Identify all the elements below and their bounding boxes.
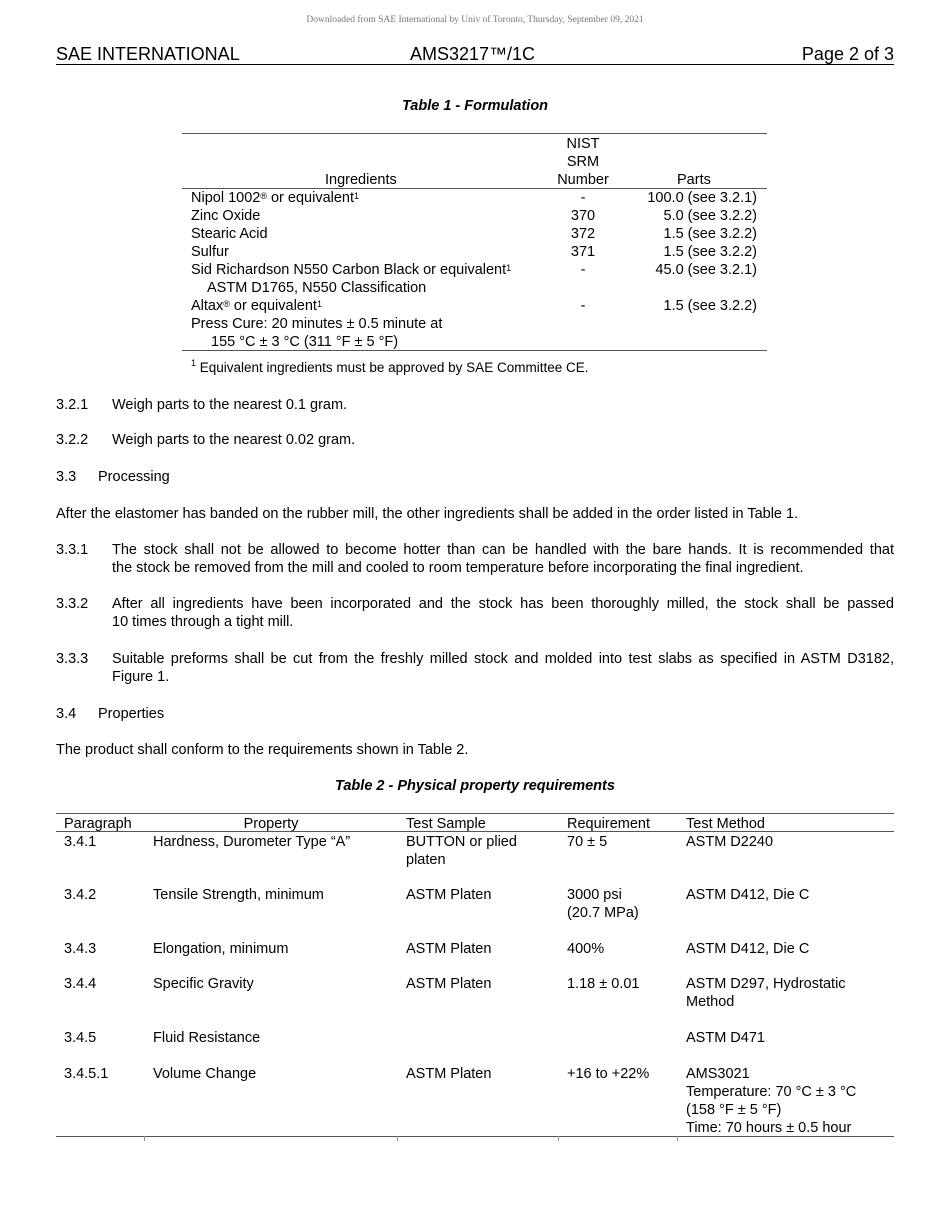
table2-top-rule (56, 813, 894, 814)
table1-row-ingredient: Altax® or equivalent$^1$ (191, 298, 322, 314)
section-heading: Properties (98, 706, 165, 722)
table2-cell-paragraph: 3.4.3 (64, 941, 97, 957)
section-number: 3.3 (56, 469, 77, 485)
table2-cell-paragraph: 3.4.1 (64, 834, 97, 850)
table2-cell-test-method: Time: 70 hours ± 0.5 hour (686, 1120, 852, 1136)
table2-bottom-rule (56, 1136, 894, 1137)
table1-header-parts: Parts (677, 172, 711, 188)
section-text-line: The stock shall not be allowed to become hotter than can be handled with the bare hands. It is recommended that (112, 542, 894, 558)
section-number: 3.2.1 (56, 397, 89, 413)
table2-cell-property: Hardness, Durometer Type “A” (153, 834, 351, 850)
table2-cell-test-sample: ASTM Platen (406, 887, 492, 903)
table1-row-ingredient: Sid Richardson N550 Carbon Black or equivalent$^1$ (191, 262, 512, 278)
table2-cell-paragraph: 3.4.5.1 (64, 1066, 109, 1082)
section-text: Weigh parts to the nearest 0.02 gram. (112, 432, 356, 448)
table2-cell-property: Fluid Resistance (153, 1030, 261, 1046)
table2-header-paragraph: Paragraph (64, 816, 132, 832)
table1-caption: Table 1 - Formulation (401, 98, 549, 114)
table1-bottom-rule (182, 350, 767, 351)
section-text-line: the stock be removed from the mill and cooled to room temperature before incorporating the final ingredient. (112, 560, 804, 576)
table1-header-srm: SRM (566, 154, 600, 170)
section-number: 3.2.2 (56, 432, 89, 448)
table1-row-nist: - (580, 262, 586, 278)
paragraph-3-4: The product shall conform to the requirements shown in Table 2. (56, 742, 469, 758)
section-heading: Processing (98, 469, 170, 485)
table2-cell-requirement: (20.7 MPa) (567, 905, 639, 921)
section-text-line: Figure 1. (112, 669, 170, 685)
table2-cell-test-sample: platen (406, 852, 446, 868)
table1-row-nist: 372 (570, 226, 596, 242)
table1-row-nist: 371 (570, 244, 596, 260)
table2-cell-test-method: ASTM D297, Hydrostatic (686, 976, 846, 992)
table2-column-tick (677, 1136, 678, 1141)
table1-row-nist: - (580, 298, 586, 314)
table1-header-number: Number (557, 172, 609, 188)
table2-cell-test-sample: ASTM Platen (406, 941, 492, 957)
section-text-line: Suitable preforms shall be cut from the freshly milled stock and molded into test slabs as specified in ASTM D3182, (112, 651, 894, 667)
section-number: 3.3.2 (56, 596, 89, 612)
table2-cell-test-method: ASTM D471 (686, 1030, 765, 1046)
header-page-number: Page 2 of 3 (801, 44, 894, 64)
table2-caption: Table 2 - Physical property requirements (335, 778, 615, 794)
download-notice: Downloaded from SAE International by Univ of Toronto, Thursday, September 09, 2021 (306, 15, 644, 25)
table2-cell-requirement: 70 ± 5 (567, 834, 608, 850)
header-org: SAE INTERNATIONAL (56, 44, 240, 64)
section-number: 3.3.3 (56, 651, 89, 667)
section-number: 3.3.1 (56, 542, 89, 558)
table2-cell-test-method: Method (686, 994, 735, 1010)
section-text-line: 10 times through a tight mill. (112, 614, 294, 630)
table2-cell-property: Volume Change (153, 1066, 257, 1082)
table1-row-ingredient: ASTM D1765, N550 Classification (207, 280, 427, 296)
table2-cell-test-method: AMS3021 (686, 1066, 750, 1082)
header-rule (56, 64, 894, 65)
table1-row-parts: 1.5 (see 3.2.2) (663, 226, 757, 242)
table2-cell-paragraph: 3.4.5 (64, 1030, 97, 1046)
table2-cell-test-sample: ASTM Platen (406, 1066, 492, 1082)
table2-header-test-method: Test Method (686, 816, 765, 832)
table2-cell-test-sample: ASTM Platen (406, 976, 492, 992)
table1-row-ingredient: Sulfur (191, 244, 229, 260)
table2-cell-paragraph: 3.4.4 (64, 976, 97, 992)
section-text: Weigh parts to the nearest 0.1 gram. (112, 397, 348, 413)
table1-row-parts: 5.0 (see 3.2.2) (663, 208, 757, 224)
table1-row-nist: 370 (570, 208, 596, 224)
table2-cell-test-method: ASTM D412, Die C (686, 941, 810, 957)
table1-row-ingredient: Zinc Oxide (191, 208, 261, 224)
table1-row-parts: 1.5 (see 3.2.2) (663, 244, 757, 260)
table1-row-ingredient: Stearic Acid (191, 226, 268, 242)
table2-cell-test-method: (158 °F ± 5 °F) (686, 1102, 782, 1118)
table1-header-nist: NIST (566, 136, 600, 152)
table2-header-property: Property (243, 816, 299, 832)
table2-cell-requirement: 3000 psi (567, 887, 622, 903)
table1-row-parts: 1.5 (see 3.2.2) (663, 298, 757, 314)
table2-cell-paragraph: 3.4.2 (64, 887, 97, 903)
table1-footnote: $^1$ Equivalent ingredients must be approved by SAE Committee CE. (191, 358, 589, 375)
table2-header-rule (56, 831, 894, 832)
table2-cell-requirement: 400% (567, 941, 605, 957)
table2-column-tick (397, 1136, 398, 1141)
table1-row-ingredient: Press Cure: 20 minutes ± 0.5 minute at (191, 316, 443, 332)
section-text-line: After all ingredients have been incorporated and the stock has been thoroughly milled, the stock shall be passed (112, 596, 894, 612)
table2-cell-requirement: 1.18 ± 0.01 (567, 976, 640, 992)
table2-header-requirement: Requirement (567, 816, 651, 832)
table2-cell-test-method: ASTM D2240 (686, 834, 774, 850)
table2-cell-requirement: +16 to +22% (567, 1066, 650, 1082)
table2-cell-test-method: ASTM D412, Die C (686, 887, 810, 903)
table1-top-rule (182, 133, 767, 134)
table2-cell-test-sample: BUTTON or plied (406, 834, 517, 850)
table2-column-tick (558, 1136, 559, 1141)
table2-cell-property: Elongation, minimum (153, 941, 289, 957)
table1-row-ingredient: Nipol 1002® or equivalent$^1$ (191, 190, 360, 206)
table2-cell-property: Tensile Strength, minimum (153, 887, 324, 903)
table2-header-test-sample: Test Sample (406, 816, 486, 832)
table1-header-ingredients: Ingredients (325, 172, 397, 188)
section-number: 3.4 (56, 706, 77, 722)
table1-row-ingredient: 155 °C ± 3 °C (311 °F ± 5 °F) (211, 334, 399, 350)
table2-cell-test-method: Temperature: 70 °C ± 3 °C (686, 1084, 857, 1100)
header-doc-number: AMS3217™/1C (410, 44, 536, 64)
table2-column-tick (144, 1136, 145, 1141)
table2-cell-property: Specific Gravity (153, 976, 254, 992)
table1-row-parts: 100.0 (see 3.2.1) (647, 190, 757, 206)
table1-row-parts: 45.0 (see 3.2.1) (655, 262, 757, 278)
table1-row-nist: - (580, 190, 586, 206)
paragraph-3-3: After the elastomer has banded on the rubber mill, the other ingredients shall be added in the order listed in Table 1. (56, 506, 799, 522)
